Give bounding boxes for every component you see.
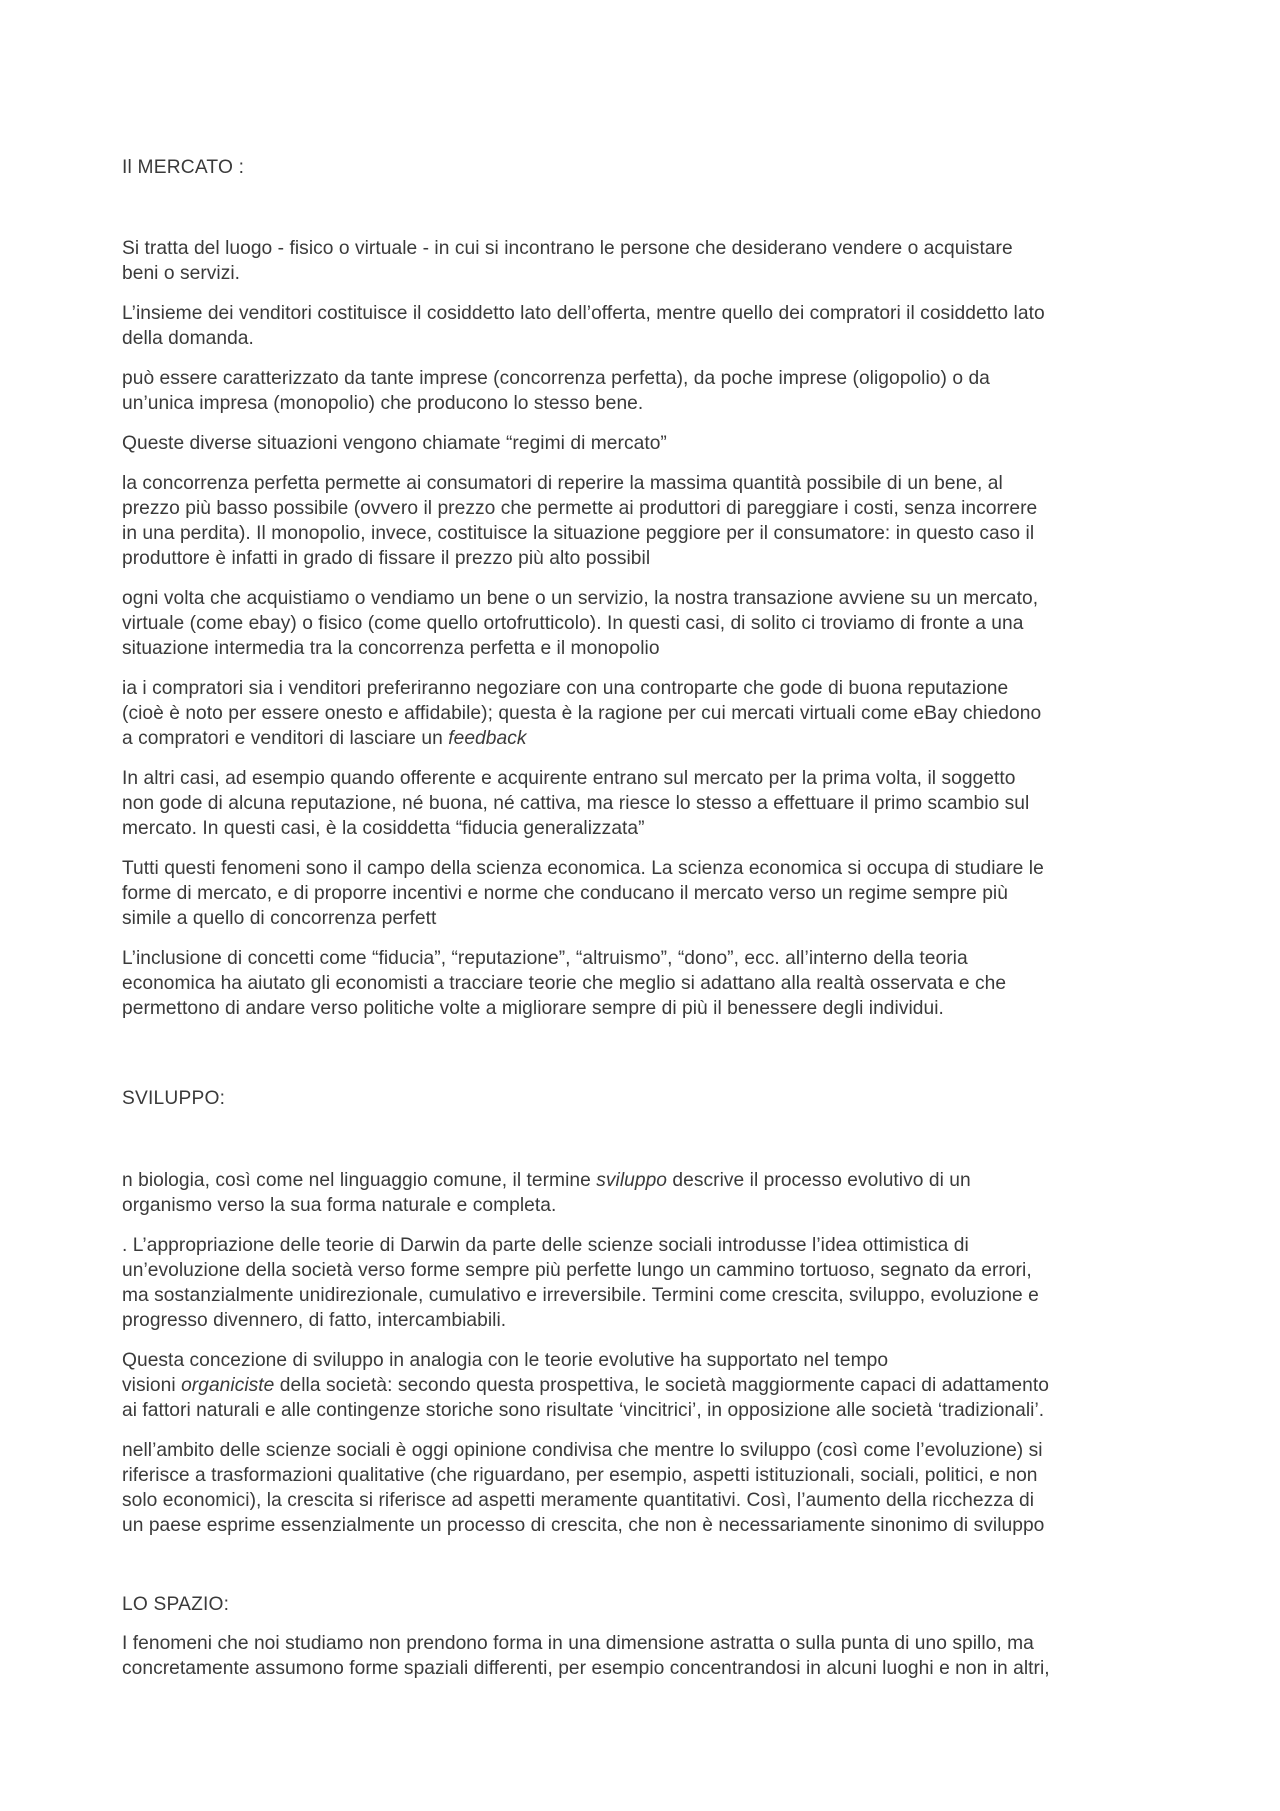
text-line: L’inclusione di concetti come “fiducia”, “reputazione”, “altruismo”, “dono”, ecc. all’interno della teoria bbox=[122, 948, 968, 969]
text-line: ai fattori naturali e alle contingenze storiche sono risultate ‘vincitrici’, in opposizione alle società ‘tradizionali’. bbox=[122, 1400, 1045, 1421]
text-line: in una perdita). Il monopolio, invece, costituisce la situazione peggiore per il consumatore: in questo caso il bbox=[122, 523, 1035, 544]
text-line: Queste diverse situazioni vengono chiamate “regimi di mercato” bbox=[122, 433, 667, 454]
text-segment: visioni bbox=[122, 1375, 182, 1396]
paragraph-sviluppo-4 bbox=[122, 1438, 1167, 1538]
text-line: simile a quello di concorrenza perfett bbox=[122, 908, 437, 929]
text-line: produttore è infatti in grado di fissare il prezzo più alto possibil bbox=[122, 548, 651, 569]
text-line: può essere caratterizzato da tante imprese (concorrenza perfetta), da poche imprese (oligopolio) o da bbox=[122, 368, 990, 389]
paragraph-sviluppo-2 bbox=[122, 1233, 1167, 1333]
paragraph-mercato-7 bbox=[122, 676, 1167, 751]
text-line: beni o servizi. bbox=[122, 263, 241, 284]
paragraph-mercato-1 bbox=[122, 236, 1167, 286]
text-line: I fenomeni che noi studiamo non prendono forma in una dimensione astratta o sulla punta di uno spillo, ma bbox=[122, 1633, 1034, 1654]
paragraph-mercato-8 bbox=[122, 766, 1167, 841]
text-line: la concorrenza perfetta permette ai consumatori di reperire la massima quantità possibile di un bene, al bbox=[122, 473, 1003, 494]
text-line bbox=[122, 1168, 1167, 1193]
text-line: . L’appropriazione delle teorie di Darwin da parte delle scienze sociali introdusse l’idea ottimistica di bbox=[122, 1235, 969, 1256]
text-line: progresso divennero, di fatto, intercambiabili. bbox=[122, 1310, 507, 1331]
paragraph-mercato-9 bbox=[122, 856, 1167, 931]
text-line: della domanda. bbox=[122, 328, 254, 349]
paragraph-mercato-10 bbox=[122, 946, 1167, 1021]
text-line: permettono di andare verso politiche volte a migliorare sempre di più il benessere degli individui. bbox=[122, 998, 944, 1019]
text-line: Si tratta del luogo - fisico o virtuale - in cui si incontrano le persone che desiderano vendere o acquistare bbox=[122, 238, 1013, 259]
text-line: mercato. In questi casi, è la cosiddetta “fiducia generalizzata” bbox=[122, 818, 645, 839]
paragraph-mercato-4 bbox=[122, 431, 1167, 456]
heading-mercato: Il MERCATO : bbox=[122, 157, 245, 178]
text-segment: della società: secondo questa prospettiva, le società maggiormente capaci di adattamento bbox=[274, 1375, 1049, 1396]
text-line: L’insieme dei venditori costituisce il cosiddetto lato dell’offerta, mentre quello dei compratori il cosiddetto lato bbox=[122, 303, 1045, 324]
paragraph-mercato-3 bbox=[122, 366, 1167, 416]
text-line: (cioè è noto per essere onesto e affidabile); questa è la ragione per cui mercati virtuali come eBay chiedono bbox=[122, 703, 1042, 724]
text-line bbox=[122, 1373, 1167, 1398]
text-line: forme di mercato, e di proporre incentivi e norme che conducano il mercato verso un regime sempre più bbox=[122, 883, 1008, 904]
text-line: organismo verso la sua forma naturale e completa. bbox=[122, 1195, 557, 1216]
italic-term: sviluppo bbox=[596, 1170, 668, 1191]
text-line: un paese esprime essenzialmente un processo di crescita, che non è necessariamente sinonimo di sviluppo bbox=[122, 1515, 1045, 1536]
text-line: solo economici), la crescita si riferisce ad aspetti meramente quantitativi. Così, l’aumento della ricchezza di bbox=[122, 1490, 1035, 1511]
text-line bbox=[122, 726, 1167, 751]
text-line: un’evoluzione della società verso forme sempre più perfette lungo un cammino tortuoso, segnato da errori, bbox=[122, 1260, 1032, 1281]
text-line: nell’ambito delle scienze sociali è oggi opinione condivisa che mentre lo sviluppo (così come l’evoluzione) si bbox=[122, 1440, 1043, 1461]
text-segment: a compratori e venditori di lasciare un bbox=[122, 728, 449, 749]
italic-term: organiciste bbox=[181, 1375, 275, 1396]
heading-spazio: LO SPAZIO: bbox=[122, 1594, 230, 1615]
heading-sviluppo: SVILUPPO: bbox=[122, 1088, 226, 1109]
paragraph-spazio-1 bbox=[122, 1631, 1167, 1681]
paragraph-mercato-2 bbox=[122, 301, 1167, 351]
text-line: economica ha aiutato gli economisti a tracciare teorie che meglio si adattano alla realtà osservata e che bbox=[122, 973, 1007, 994]
text-line: situazione intermedia tra la concorrenza perfetta e il monopolio bbox=[122, 638, 660, 659]
text-line: In altri casi, ad esempio quando offerente e acquirente entrano sul mercato per la prima volta, il soggetto bbox=[122, 768, 1016, 789]
text-line: un’unica impresa (monopolio) che producono lo stesso bene. bbox=[122, 393, 644, 414]
text-segment: n biologia, così come nel linguaggio comune, il termine bbox=[122, 1170, 597, 1191]
text-line: ma sostanzialmente unidirezionale, cumulativo e irreversibile. Termini come crescita, sviluppo, evoluzione e bbox=[122, 1285, 1039, 1306]
text-line: concretamente assumono forme spaziali differenti, per esempio concentrandosi in alcuni luoghi e non in altri, bbox=[122, 1658, 1050, 1679]
text-line: virtuale (come ebay) o fisico (come quello ortofrutticolo). In questi casi, di solito ci troviamo di fronte a una bbox=[122, 613, 1024, 634]
italic-term: feedback bbox=[448, 728, 527, 749]
text-line: non gode di alcuna reputazione, né buona, né cattiva, ma riesce lo stesso a effettuare il primo scambio sul bbox=[122, 793, 1030, 814]
text-line: prezzo più basso possibile (ovvero il prezzo che permette ai produttori di pareggiare i costi, senza incorrere bbox=[122, 498, 1038, 519]
text-line: ogni volta che acquistiamo o vendiamo un bene o un servizio, la nostra transazione avviene su un mercato, bbox=[122, 588, 1039, 609]
paragraph-mercato-5 bbox=[122, 471, 1167, 571]
paragraph-sviluppo-1 bbox=[122, 1168, 1167, 1218]
paragraph-sviluppo-3 bbox=[122, 1348, 1167, 1423]
text-line: Questa concezione di sviluppo in analogia con le teorie evolutive ha supportato nel tempo bbox=[122, 1350, 889, 1371]
document-body bbox=[122, 155, 1167, 1696]
text-line: riferisce a trasformazioni qualitative (che riguardano, per esempio, aspetti istituzionali, sociali, politici, e non bbox=[122, 1465, 1038, 1486]
text-segment: descrive il processo evolutivo di un bbox=[667, 1170, 971, 1191]
paragraph-mercato-6 bbox=[122, 586, 1167, 661]
text-line: Tutti questi fenomeni sono il campo della scienza economica. La scienza economica si occupa di studiare le bbox=[122, 858, 1044, 879]
text-line: ia i compratori sia i venditori preferiranno negoziare con una controparte che gode di buona reputazione bbox=[122, 678, 1009, 699]
